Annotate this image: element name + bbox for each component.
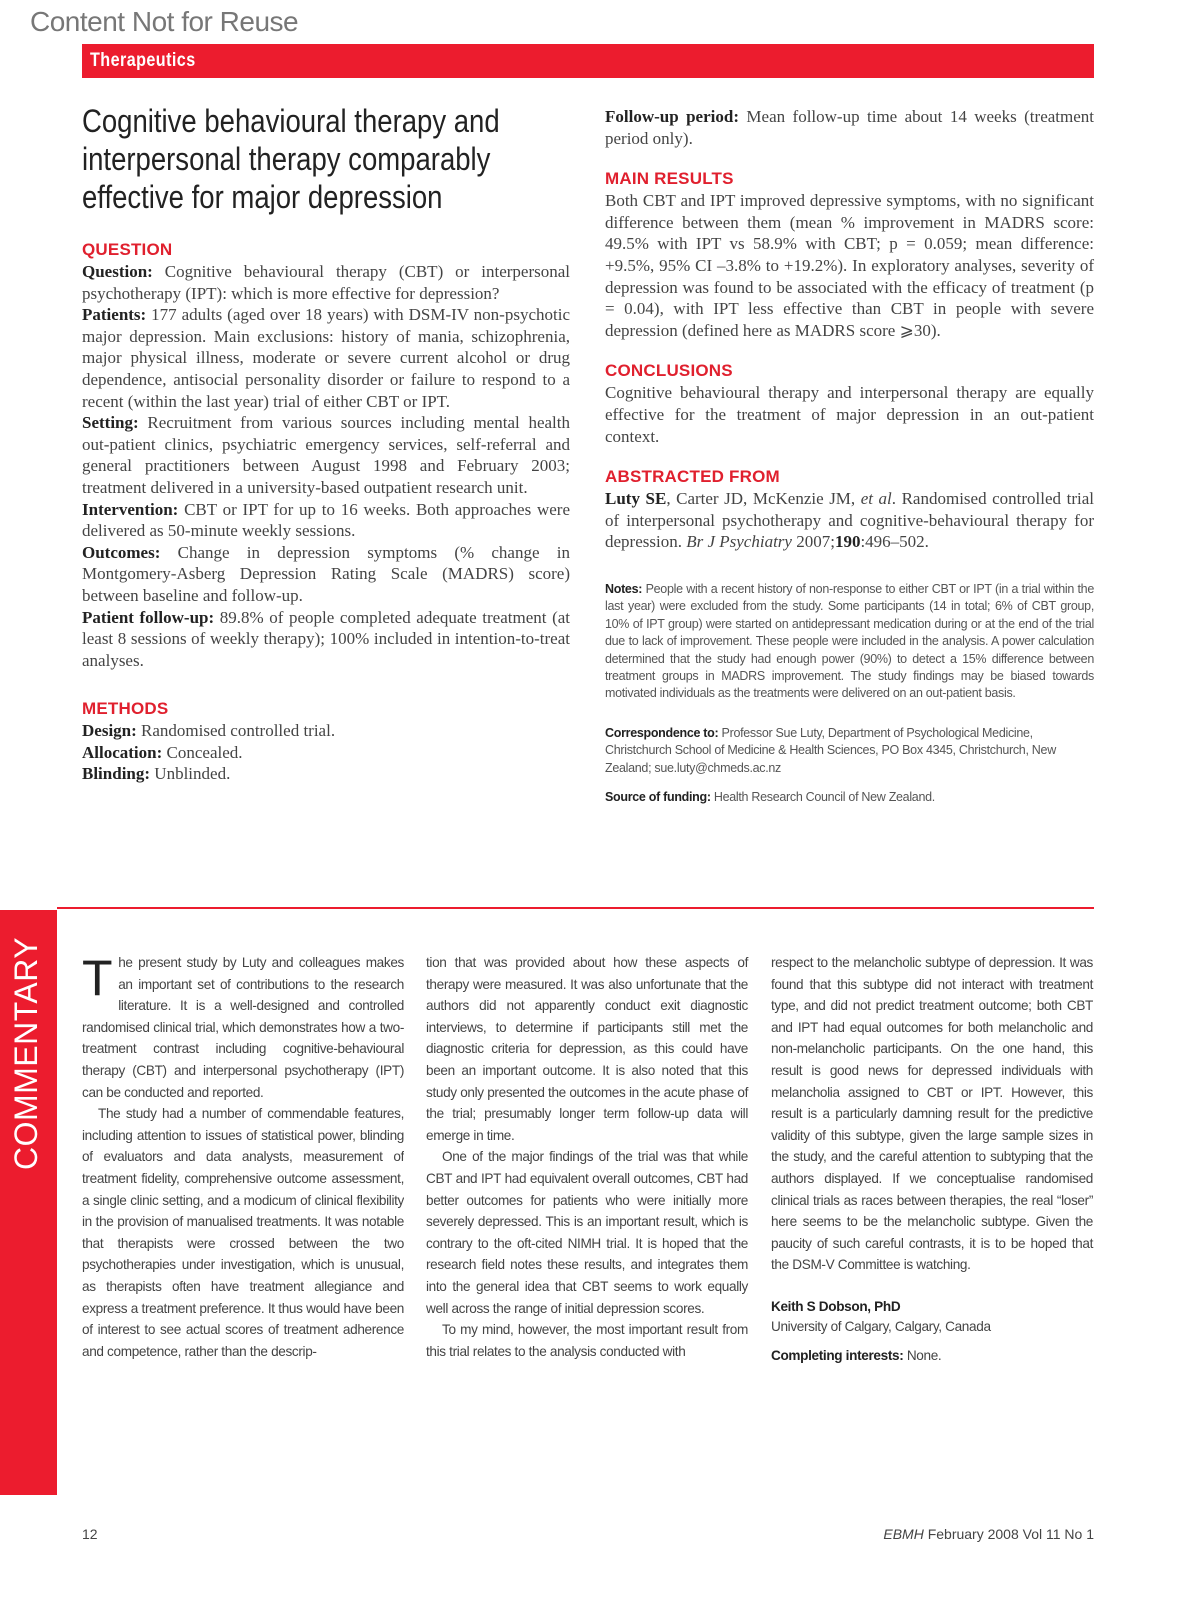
article-title: Cognitive behavioural therapy and interpersonal therapy comparably effective for major depression [82, 103, 500, 215]
conclusions-heading: CONCLUSIONS [605, 361, 733, 381]
competing-interests: Completing interests: None. [771, 1348, 942, 1364]
methods-heading: METHODS [82, 699, 169, 719]
field-paragraph: Blinding: Unblinded. [82, 764, 231, 784]
right-column [605, 106, 1094, 806]
commentary-paragraph: The study had a number of commendable features, including attention to issues of statistical power, blinding of evaluators and data analysts, measurement of treatment fidelity, comprehensive outcome assessment, a single clinic setting, and a modicum of clinical flexibility in the provision of manualised treatments. It was notable that therapists were crossed between the two psychotherapies under investigation, which is unusual, as therapists often have treatment allegiance and express a treatment preference. It thus would have been of interest to see actual scores of treatment adherence and competence, rather than the descrip- [82, 1106, 404, 1359]
main-results-text: Both CBT and IPT improved depressive symptoms, with no significant difference between them (mean % improvement in MADRS score: 49.5% with IPT vs 58.9% with CBT; p = 0.059; mean difference: +9.5%, 95% CI –3.8% to +19.2%). In exploratory analyses, severity of depression was found to be associated with the efficacy of treatment (p = 0.04), with IPT less effective than CBT in people with severe depression (defined here as MADRS score ⩾30). [605, 191, 1094, 340]
commentary-author: Keith S Dobson, PhD [771, 1298, 901, 1314]
field-paragraph: Question: Cognitive behavioural therapy (CBT) or interpersonal psychotherapy (IPT): which is more effective for depression? [82, 262, 570, 303]
question-items [82, 261, 570, 671]
commentary-paragraph: One of the major findings of the trial was that while CBT and IPT had equivalent overall outcomes, CBT had better outcomes for patients who were initially more severely depressed. This is an important result, which is contrary to the oft-cited NIMH trial. It is hoped that the research field notes these results, and integrates them into the general idea that CBT seems to work equally well across the range of initial depression scores. [426, 1149, 748, 1316]
field-paragraph: Patients: 177 adults (aged over 18 years) with DSM-IV non-psychotic major depression. Main exclusions: history of mania, schizophrenia, major physical illness, moderate or severe current alcohol or drug dependence, antisocial personality disorder or failure to respond to a recent (within the last year) trial of either CBT or IPT. [82, 305, 570, 411]
main-results-heading: MAIN RESULTS [605, 169, 734, 189]
citation: Luty SE, Carter JD, McKenzie JM, et al. Randomised controlled trial of interpersonal psychotherapy and cognitive-behavioural therapy for depression. Br J Psychiatry 2007;190:496–502. [605, 489, 1094, 552]
commentary-paragraph: tion that was provided about how these aspects of therapy were measured. It was also unfortunate that the authors did not apparently conduct exit diagnostic interviews, to determine if participants still met the diagnostic criteria for depression, as this could have been an important outcome. It is also noted that this study only presented the outcomes in the acute phase of the trial; presumably longer term follow-up data will emerge in time. [426, 955, 748, 1143]
page-number: 12 [82, 1526, 98, 1542]
field-paragraph: Patient follow-up: 89.8% of people completed adequate treatment (at least 8 sessions of weekly therapy); 100% included in intention-to-treat analyses. [82, 607, 570, 670]
commentary-paragraph: respect to the melancholic subtype of depression. It was found that this subtype did not interact with treatment type, and did not predict treatment outcome; both CBT and IPT had equal outcomes for both melancholic and non-melancholic participants. On the one hand, this result is good news for depressed individuals with melancholia assigned to CBT or IPT. However, this result is a particularly damning result for the predictive validity of this subtype, given the large sample sizes in the study, and the careful attention to subtyping that the authors displayed. If we conceptualise randomised clinical trials as races between therapies, the real “loser” here seems to be the melancholic subtype. Given the paucity of such careful contrasts, it is to be hoped that the DSM-V Committee is watching. [771, 955, 1093, 1273]
commentary-paragraph: To my mind, however, the most important result from this trial relates to the analysis conducted with [426, 1322, 748, 1359]
commentary-label: COMMENTARY [8, 936, 44, 1170]
left-column [82, 240, 570, 785]
funding: Source of funding: Health Research Council of New Zealand. [605, 789, 935, 804]
section-banner [82, 44, 1094, 78]
commentary-column-1 [82, 952, 404, 1427]
abstracted-from-heading: ABSTRACTED FROM [605, 467, 780, 487]
followup-paragraph: Follow-up period: Mean follow-up time about 14 weeks (treatment period only). [605, 107, 1094, 148]
commentary-column-3 [771, 952, 1093, 1367]
commentary-paragraph: The present study by Luty and colleagues makes an important set of contributions to the research literature. It is a well-designed and controlled randomised clinical trial, which demonstrates how a two-treatment contrast including cognitive-behavioural therapy (CBT) and interpersonal psychotherapy (IPT) can be conducted and reported. [82, 950, 404, 1100]
correspondence: Correspondence to: Professor Sue Luty, Department of Psychological Medicine, Christchurch School of Medicine & Health Sciences, PO Box 4345, Christchurch, New Zealand; sue.luty@chmeds.ac.nz [605, 725, 1056, 775]
commentary-affiliation: University of Calgary, Calgary, Canada [771, 1318, 991, 1334]
question-heading: QUESTION [82, 240, 173, 259]
journal-issue: EBMH February 2008 Vol 11 No 1 [883, 1526, 1094, 1542]
divider [57, 907, 1094, 909]
field-paragraph: Intervention: CBT or IPT for up to 16 weeks. Both approaches were delivered as 50-minute weekly sessions. [82, 499, 570, 541]
section-label: Therapeutics [90, 50, 196, 71]
notes: Notes: People with a recent history of non-response to either CBT or IPT (in a trial within the last year) were excluded from the study. Some participants (14 in total; 6% of CBT group, 10% of IPT group) were started on antidepressant medication during or at the end of the trial due to lack of improvement. These people were included in the analysis. A power calculation determined that the study had enough power (90%) to detect a 15% difference between treatment groups in MADRS improvement. The study findings may be biased towards motivated individuals as the treatments were delivered on an out-patient basis. [605, 581, 1094, 701]
field-paragraph: Setting: Recruitment from various sources including mental health out-patient clinics, psychiatric emergency services, self-referral and general practitioners between August 1998 and February 2003; treatment delivered in a university-based outpatient research unit. [82, 413, 570, 497]
field-paragraph: Design: Randomised controlled trial. [82, 721, 336, 741]
commentary-column-2 [426, 952, 748, 1362]
watermark: Content Not for Reuse [30, 6, 299, 37]
field-paragraph: Outcomes: Change in depression symptoms (% change in Montgomery-Asberg Depression Rating Scale (MADRS) score) between baseline and follow-up. [82, 542, 570, 605]
field-paragraph: Allocation: Concealed. [82, 742, 243, 762]
conclusions-text: Cognitive behavioural therapy and interpersonal therapy are equally effective for the treatment of major depression in an out-patient context. [605, 383, 1094, 446]
methods-items [82, 720, 570, 785]
